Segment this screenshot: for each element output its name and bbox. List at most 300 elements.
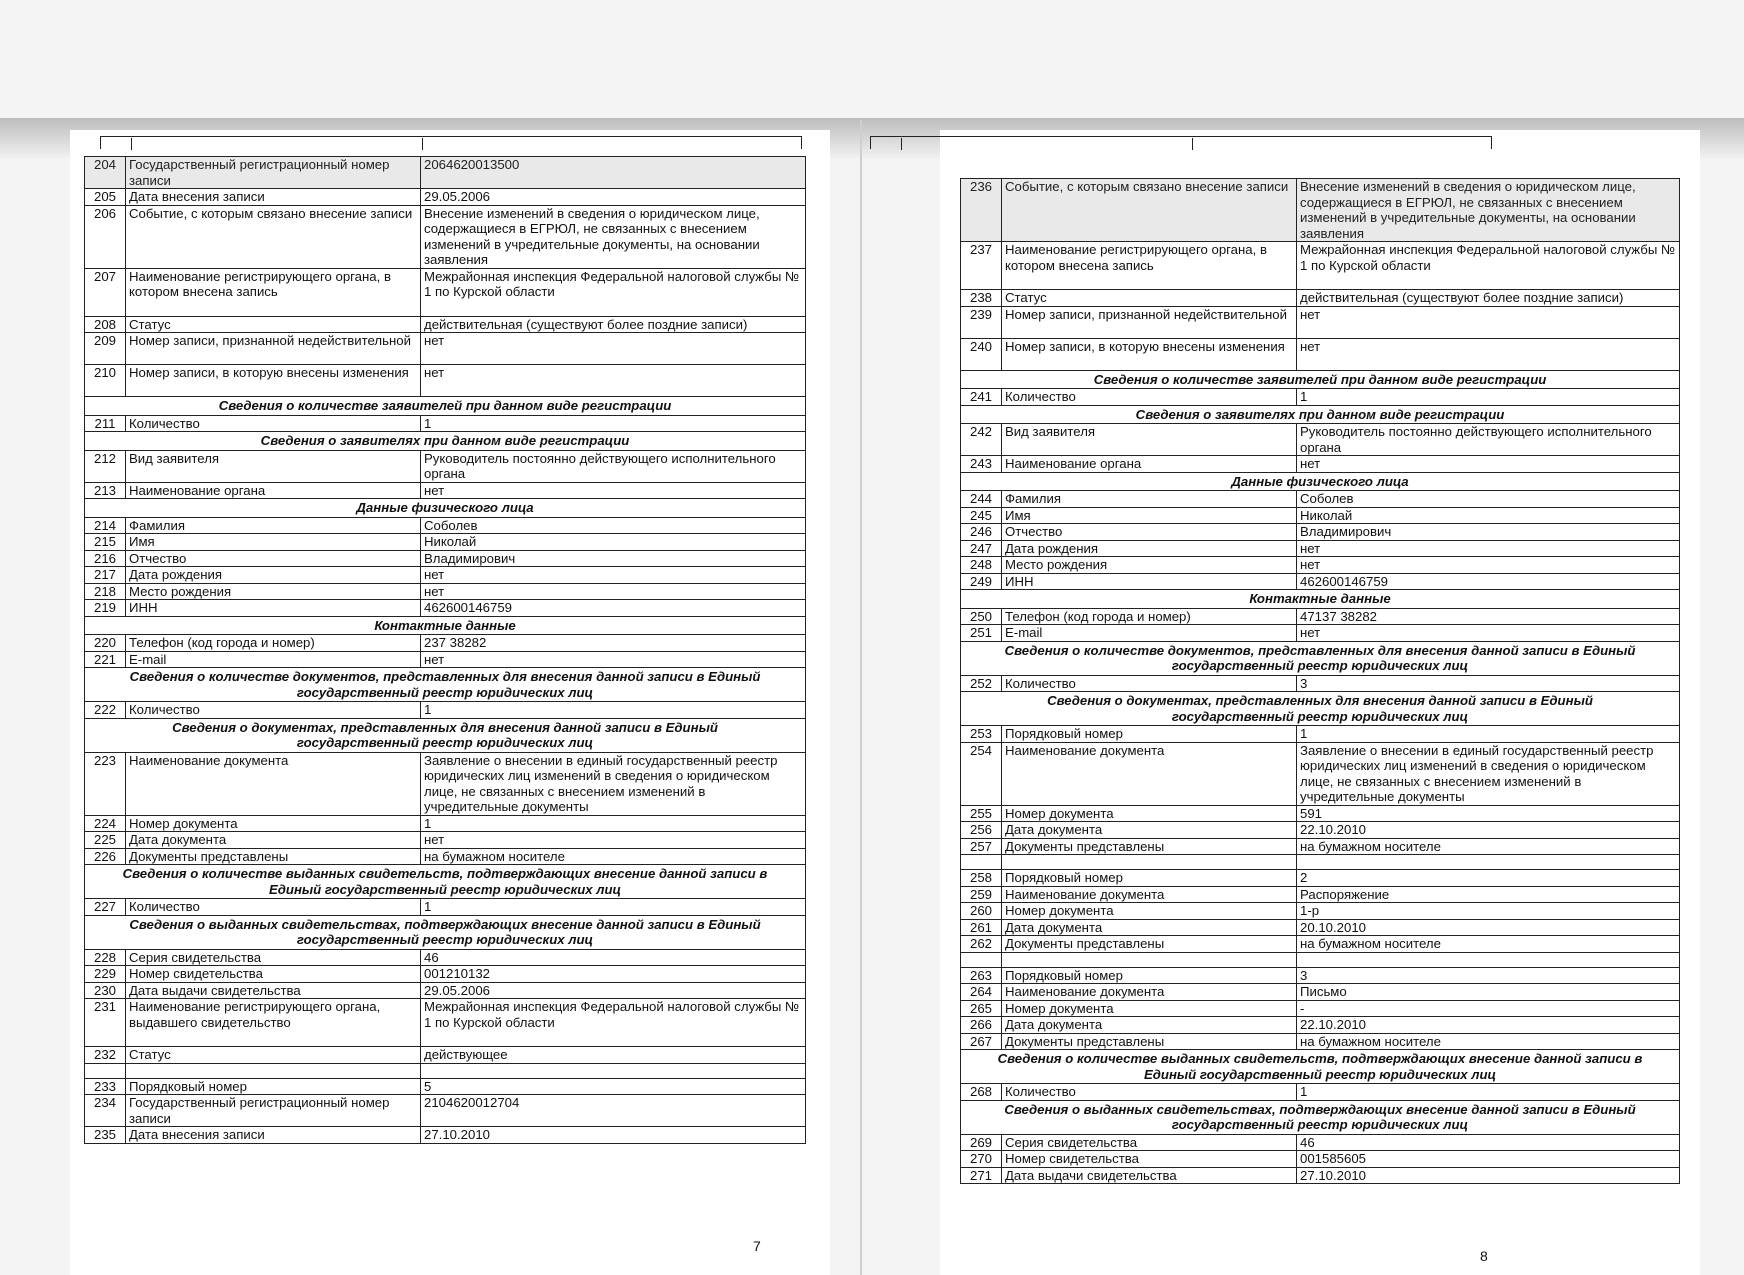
table-row <box>85 899 806 916</box>
field-value: Межрайонная инспекция Федеральной налоговой службы № 1 по Курской области <box>1297 242 1680 290</box>
field-value: 29.05.2006 <box>421 189 806 206</box>
row-number: 250 <box>961 608 1002 625</box>
section-heading-row <box>85 915 806 949</box>
table-row <box>85 450 806 482</box>
table-row <box>85 651 806 668</box>
field-label: Фамилия <box>1002 491 1297 508</box>
row-number: 205 <box>85 189 126 206</box>
table-row <box>961 903 1680 920</box>
row-number: 222 <box>85 702 126 719</box>
table-row <box>961 557 1680 574</box>
field-value: нет <box>1297 625 1680 642</box>
field-value: нет <box>421 567 806 584</box>
row-number: 269 <box>961 1134 1002 1151</box>
table-row <box>961 540 1680 557</box>
field-label: Документы представлены <box>1002 838 1297 855</box>
registry-table-left <box>84 156 806 1144</box>
table-row <box>961 290 1680 307</box>
field-value: нет <box>1297 456 1680 473</box>
field-value: 2 <box>1297 870 1680 887</box>
table-row <box>961 1084 1680 1101</box>
row-number: 256 <box>961 822 1002 839</box>
table-row <box>961 805 1680 822</box>
field-label: Порядковый номер <box>1002 726 1297 743</box>
field-label: Статус <box>126 316 421 333</box>
field-value: 22.10.2010 <box>1297 1017 1680 1034</box>
field-label: Наименование органа <box>1002 456 1297 473</box>
row-number: 254 <box>961 742 1002 805</box>
table-row <box>85 949 806 966</box>
field-label: Наименование документа <box>1002 984 1297 1001</box>
empty-cell <box>85 1063 126 1078</box>
field-value: 462600146759 <box>1297 573 1680 590</box>
row-number: 220 <box>85 635 126 652</box>
field-value: Владимирович <box>1297 524 1680 541</box>
field-value: действующее <box>421 1047 806 1064</box>
row-number: 211 <box>85 415 126 432</box>
field-value: нет <box>421 365 806 397</box>
row-number: 244 <box>961 491 1002 508</box>
field-label: Количество <box>126 899 421 916</box>
table-row <box>85 966 806 983</box>
row-number: 248 <box>961 557 1002 574</box>
field-value: Письмо <box>1297 984 1680 1001</box>
field-value: действительная (существуют более поздние записи) <box>421 316 806 333</box>
field-value: 5 <box>421 1078 806 1095</box>
column-header-strip <box>100 136 802 149</box>
field-value: 591 <box>1297 805 1680 822</box>
row-number: 246 <box>961 524 1002 541</box>
field-value: 2104620012704 <box>421 1095 806 1127</box>
row-number: 219 <box>85 600 126 617</box>
field-label: Имя <box>126 534 421 551</box>
field-label: Событие, с которым связано внесение записи <box>1002 179 1297 242</box>
section-heading-row <box>85 616 806 635</box>
row-number: 223 <box>85 752 126 815</box>
row-number: 231 <box>85 999 126 1047</box>
section-heading-row <box>85 432 806 451</box>
field-value: на бумажном носителе <box>1297 936 1680 953</box>
field-label: Номер свидетельства <box>126 966 421 983</box>
field-label: Имя <box>1002 507 1297 524</box>
empty-cell <box>126 1063 421 1078</box>
row-number: 242 <box>961 424 1002 456</box>
row-number: 217 <box>85 567 126 584</box>
field-label: Дата документа <box>1002 822 1297 839</box>
row-number: 208 <box>85 316 126 333</box>
row-number: 252 <box>961 675 1002 692</box>
row-number: 266 <box>961 1017 1002 1034</box>
section-heading: Сведения о выданных свидетельствах, подтверждающих внесение данной записи в Единый государственный реестр юридических лиц <box>961 1100 1680 1134</box>
table-row <box>961 242 1680 290</box>
row-number: 204 <box>85 157 126 189</box>
field-label: E-mail <box>1002 625 1297 642</box>
field-label: Номер записи, в которую внесены изменения <box>126 365 421 397</box>
row-number: 264 <box>961 984 1002 1001</box>
empty-cell <box>1002 855 1297 870</box>
field-value: Руководитель постоянно действующего исполнительного органа <box>1297 424 1680 456</box>
row-number: 225 <box>85 832 126 849</box>
table-row <box>961 625 1680 642</box>
table-row <box>961 573 1680 590</box>
section-heading-row <box>961 472 1680 491</box>
field-value: Николай <box>1297 507 1680 524</box>
blank-separator-row <box>961 855 1680 870</box>
section-heading: Сведения о документах, представленных для внесения данной записи в Единый государственный реестр юридических лиц <box>85 718 806 752</box>
table-row <box>961 838 1680 855</box>
table-row <box>85 316 806 333</box>
field-value: нет <box>1297 557 1680 574</box>
row-number: 213 <box>85 482 126 499</box>
table-row <box>961 608 1680 625</box>
field-value: нет <box>421 333 806 365</box>
section-heading-row <box>961 692 1680 726</box>
right-page <box>940 130 1700 1275</box>
field-value: 27.10.2010 <box>421 1127 806 1144</box>
field-label: Наименование документа <box>126 752 421 815</box>
field-label: Дата внесения записи <box>126 189 421 206</box>
field-value: 29.05.2006 <box>421 982 806 999</box>
table-row <box>961 726 1680 743</box>
field-label: Дата внесения записи <box>126 1127 421 1144</box>
field-label: Количество <box>126 702 421 719</box>
section-heading: Данные физического лица <box>961 472 1680 491</box>
row-number: 239 <box>961 306 1002 338</box>
table-row <box>85 534 806 551</box>
row-number: 227 <box>85 899 126 916</box>
section-heading-row <box>961 641 1680 675</box>
row-number: 258 <box>961 870 1002 887</box>
table-row <box>961 822 1680 839</box>
table-row <box>961 675 1680 692</box>
field-value: 1 <box>421 415 806 432</box>
table-row <box>85 268 806 316</box>
section-heading-row <box>85 865 806 899</box>
field-value: 462600146759 <box>421 600 806 617</box>
table-row <box>85 550 806 567</box>
field-label: Документы представлены <box>1002 1033 1297 1050</box>
table-row <box>961 936 1680 953</box>
table-row <box>961 389 1680 406</box>
empty-cell <box>1002 952 1297 967</box>
field-label: Телефон (код города и номер) <box>1002 608 1297 625</box>
table-row <box>961 1151 1680 1168</box>
field-label: Место рождения <box>126 583 421 600</box>
field-value: - <box>1297 1000 1680 1017</box>
table-row <box>85 157 806 189</box>
table-row <box>961 456 1680 473</box>
field-label: Статус <box>126 1047 421 1064</box>
row-number: 263 <box>961 967 1002 984</box>
row-number: 257 <box>961 838 1002 855</box>
table-row <box>85 567 806 584</box>
table-row <box>85 1095 806 1127</box>
table-row <box>961 524 1680 541</box>
field-label: Дата рождения <box>126 567 421 584</box>
table-row <box>85 600 806 617</box>
table-row <box>961 306 1680 338</box>
row-number: 267 <box>961 1033 1002 1050</box>
row-number: 251 <box>961 625 1002 642</box>
page-number: 8 <box>1480 1248 1488 1264</box>
table-row <box>85 583 806 600</box>
field-value: 3 <box>1297 967 1680 984</box>
field-value: 1-р <box>1297 903 1680 920</box>
table-row <box>961 870 1680 887</box>
field-label: Номер свидетельства <box>1002 1151 1297 1168</box>
table-row <box>961 1033 1680 1050</box>
table-row <box>85 848 806 865</box>
row-number: 240 <box>961 338 1002 370</box>
row-number: 233 <box>85 1078 126 1095</box>
row-number: 241 <box>961 389 1002 406</box>
section-heading: Сведения о количестве заявителей при данном виде регистрации <box>85 397 806 416</box>
field-value: 2064620013500 <box>421 157 806 189</box>
row-number: 209 <box>85 333 126 365</box>
field-label: Дата рождения <box>1002 540 1297 557</box>
table-row <box>961 919 1680 936</box>
field-value: на бумажном носителе <box>1297 838 1680 855</box>
section-heading-row <box>85 397 806 416</box>
field-value: нет <box>421 832 806 849</box>
field-label: Номер документа <box>1002 1000 1297 1017</box>
field-value: 47137 38282 <box>1297 608 1680 625</box>
field-value: 3 <box>1297 675 1680 692</box>
row-number: 259 <box>961 886 1002 903</box>
field-value: нет <box>421 583 806 600</box>
column-header-strip <box>870 136 1492 149</box>
field-value: нет <box>421 651 806 668</box>
field-label: Место рождения <box>1002 557 1297 574</box>
field-value: Распоряжение <box>1297 886 1680 903</box>
field-label: Наименование документа <box>1002 742 1297 805</box>
field-value: 22.10.2010 <box>1297 822 1680 839</box>
field-value: Владимирович <box>421 550 806 567</box>
row-number: 235 <box>85 1127 126 1144</box>
row-number: 212 <box>85 450 126 482</box>
field-value: 1 <box>1297 389 1680 406</box>
table-row <box>961 1167 1680 1184</box>
row-number: 221 <box>85 651 126 668</box>
field-value: 20.10.2010 <box>1297 919 1680 936</box>
row-number: 228 <box>85 949 126 966</box>
table-row <box>961 967 1680 984</box>
blank-separator-row <box>961 952 1680 967</box>
field-value: 1 <box>1297 726 1680 743</box>
row-number: 261 <box>961 919 1002 936</box>
section-heading: Сведения о количестве выданных свидетельств, подтверждающих внесение данной записи в Единый государственный реестр юридических лиц <box>85 865 806 899</box>
field-value: Заявление о внесении в единый государственный реестр юридических лиц изменений в сведения о юридическом лице, не связанных с внесением изменений в учредительные документы <box>1297 742 1680 805</box>
table-row <box>85 415 806 432</box>
field-label: Наименование регистрирующего органа, в котором внесена запись <box>1002 242 1297 290</box>
field-value: Заявление о внесении в единый государственный реестр юридических лиц изменений в сведения о юридическом лице, не связанных с внесением изменений в учредительные документы <box>421 752 806 815</box>
field-label: Дата документа <box>1002 1017 1297 1034</box>
row-number: 210 <box>85 365 126 397</box>
row-number: 234 <box>85 1095 126 1127</box>
field-value: Соболев <box>421 517 806 534</box>
row-number: 237 <box>961 242 1002 290</box>
field-label: Документы представлены <box>126 848 421 865</box>
field-label: Дата документа <box>1002 919 1297 936</box>
table-row <box>85 1047 806 1064</box>
row-number: 236 <box>961 179 1002 242</box>
table-row <box>961 491 1680 508</box>
section-heading: Контактные данные <box>85 616 806 635</box>
row-number: 253 <box>961 726 1002 743</box>
row-number: 249 <box>961 573 1002 590</box>
page-number: 7 <box>753 1238 761 1254</box>
field-label: Наименование регистрирующего органа, выдавшего свидетельство <box>126 999 421 1047</box>
section-heading: Данные физического лица <box>85 499 806 518</box>
field-value: 237 38282 <box>421 635 806 652</box>
table-row <box>85 517 806 534</box>
field-label: Наименование документа <box>1002 886 1297 903</box>
table-row <box>85 832 806 849</box>
table-row <box>85 635 806 652</box>
table-row <box>961 742 1680 805</box>
field-value: 46 <box>421 949 806 966</box>
field-value: 1 <box>421 899 806 916</box>
field-value: нет <box>1297 540 1680 557</box>
field-label: Вид заявителя <box>1002 424 1297 456</box>
field-label: Серия свидетельства <box>126 949 421 966</box>
field-label: Номер документа <box>1002 805 1297 822</box>
section-heading: Сведения о выданных свидетельствах, подтверждающих внесение данной записи в Единый государственный реестр юридических лиц <box>85 915 806 949</box>
field-label: Номер документа <box>1002 903 1297 920</box>
field-value: 1 <box>1297 1084 1680 1101</box>
table-row <box>961 886 1680 903</box>
table-row <box>85 815 806 832</box>
empty-cell <box>1297 952 1680 967</box>
section-heading: Сведения о количестве выданных свидетельств, подтверждающих внесение данной записи в Единый государственный реестр юридических лиц <box>961 1050 1680 1084</box>
table-row <box>961 424 1680 456</box>
field-value: Межрайонная инспекция Федеральной налоговой службы № 1 по Курской области <box>421 999 806 1047</box>
row-number: 230 <box>85 982 126 999</box>
left-page <box>70 130 830 1275</box>
row-number: 214 <box>85 517 126 534</box>
field-value: Руководитель постоянно действующего исполнительного органа <box>421 450 806 482</box>
table-row <box>961 1134 1680 1151</box>
field-value: 001210132 <box>421 966 806 983</box>
row-number: 207 <box>85 268 126 316</box>
field-label: Отчество <box>126 550 421 567</box>
table-row <box>85 205 806 268</box>
field-label: Номер записи, признанной недействительной <box>126 333 421 365</box>
row-number: 238 <box>961 290 1002 307</box>
field-value: 1 <box>421 815 806 832</box>
field-value: нет <box>1297 306 1680 338</box>
field-value: 46 <box>1297 1134 1680 1151</box>
table-row <box>961 338 1680 370</box>
section-heading-row <box>961 405 1680 424</box>
field-label: Порядковый номер <box>1002 870 1297 887</box>
field-label: Количество <box>126 415 421 432</box>
table-row <box>85 702 806 719</box>
row-number: 216 <box>85 550 126 567</box>
field-label: Серия свидетельства <box>1002 1134 1297 1151</box>
field-label: Дата выдачи свидетельства <box>1002 1167 1297 1184</box>
field-label: Номер записи, в которую внесены изменения <box>1002 338 1297 370</box>
field-label: Порядковый номер <box>126 1078 421 1095</box>
row-number: 224 <box>85 815 126 832</box>
section-heading-row <box>85 668 806 702</box>
table-row <box>961 1000 1680 1017</box>
field-label: Номер записи, признанной недействительной <box>1002 306 1297 338</box>
table-row <box>961 984 1680 1001</box>
field-value: Николай <box>421 534 806 551</box>
section-heading-row <box>961 1050 1680 1084</box>
section-heading: Сведения о количестве заявителей при данном виде регистрации <box>961 370 1680 389</box>
row-number: 218 <box>85 583 126 600</box>
field-label: Наименование регистрирующего органа, в котором внесена запись <box>126 268 421 316</box>
field-label: Наименование органа <box>126 482 421 499</box>
field-value: нет <box>421 482 806 499</box>
field-label: Телефон (код города и номер) <box>126 635 421 652</box>
section-heading: Сведения о заявителях при данном виде регистрации <box>961 405 1680 424</box>
section-heading: Сведения о количестве документов, представленных для внесения данной записи в Единый государственный реестр юридических лиц <box>85 668 806 702</box>
table-row <box>85 999 806 1047</box>
field-value: на бумажном носителе <box>1297 1033 1680 1050</box>
table-row <box>85 189 806 206</box>
registry-table-right <box>960 178 1680 1184</box>
section-heading: Сведения о количестве документов, представленных для внесения данной записи в Единый государственный реестр юридических лиц <box>961 641 1680 675</box>
row-number: 268 <box>961 1084 1002 1101</box>
table-row <box>85 1078 806 1095</box>
field-value: нет <box>1297 338 1680 370</box>
row-number: 255 <box>961 805 1002 822</box>
table-row <box>961 179 1680 242</box>
table-row <box>85 333 806 365</box>
section-heading-row <box>85 499 806 518</box>
row-number: 243 <box>961 456 1002 473</box>
field-label: Отчество <box>1002 524 1297 541</box>
table-row <box>85 982 806 999</box>
field-label: Номер документа <box>126 815 421 832</box>
field-label: Фамилия <box>126 517 421 534</box>
field-label: Количество <box>1002 675 1297 692</box>
section-heading-row <box>961 590 1680 609</box>
row-number: 229 <box>85 966 126 983</box>
section-heading: Сведения о документах, представленных для внесения данной записи в Единый государственный реестр юридических лиц <box>961 692 1680 726</box>
field-label: Порядковый номер <box>1002 967 1297 984</box>
empty-cell <box>1297 855 1680 870</box>
field-label: Вид заявителя <box>126 450 421 482</box>
row-number: 271 <box>961 1167 1002 1184</box>
field-label: E-mail <box>126 651 421 668</box>
field-label: Дата выдачи свидетельства <box>126 982 421 999</box>
field-label: Событие, с которым связано внесение записи <box>126 205 421 268</box>
table-row <box>961 1017 1680 1034</box>
field-value: Соболев <box>1297 491 1680 508</box>
empty-cell <box>961 855 1002 870</box>
field-value: Внесение изменений в сведения о юридическом лице, содержащиеся в ЕГРЮЛ, не связанных с внесением изменений в учредительные документы, на основании заявления <box>421 205 806 268</box>
section-heading-row <box>961 370 1680 389</box>
field-value: на бумажном носителе <box>421 848 806 865</box>
row-number: 262 <box>961 936 1002 953</box>
row-number: 206 <box>85 205 126 268</box>
field-label: Дата документа <box>126 832 421 849</box>
field-label: Количество <box>1002 389 1297 406</box>
table-row <box>85 365 806 397</box>
field-value: Межрайонная инспекция Федеральной налоговой службы № 1 по Курской области <box>421 268 806 316</box>
field-label: Количество <box>1002 1084 1297 1101</box>
section-heading: Контактные данные <box>961 590 1680 609</box>
field-label: Государственный регистрационный номер записи <box>126 157 421 189</box>
field-value: 1 <box>421 702 806 719</box>
table-row <box>85 1127 806 1144</box>
table-row <box>85 752 806 815</box>
row-number: 232 <box>85 1047 126 1064</box>
